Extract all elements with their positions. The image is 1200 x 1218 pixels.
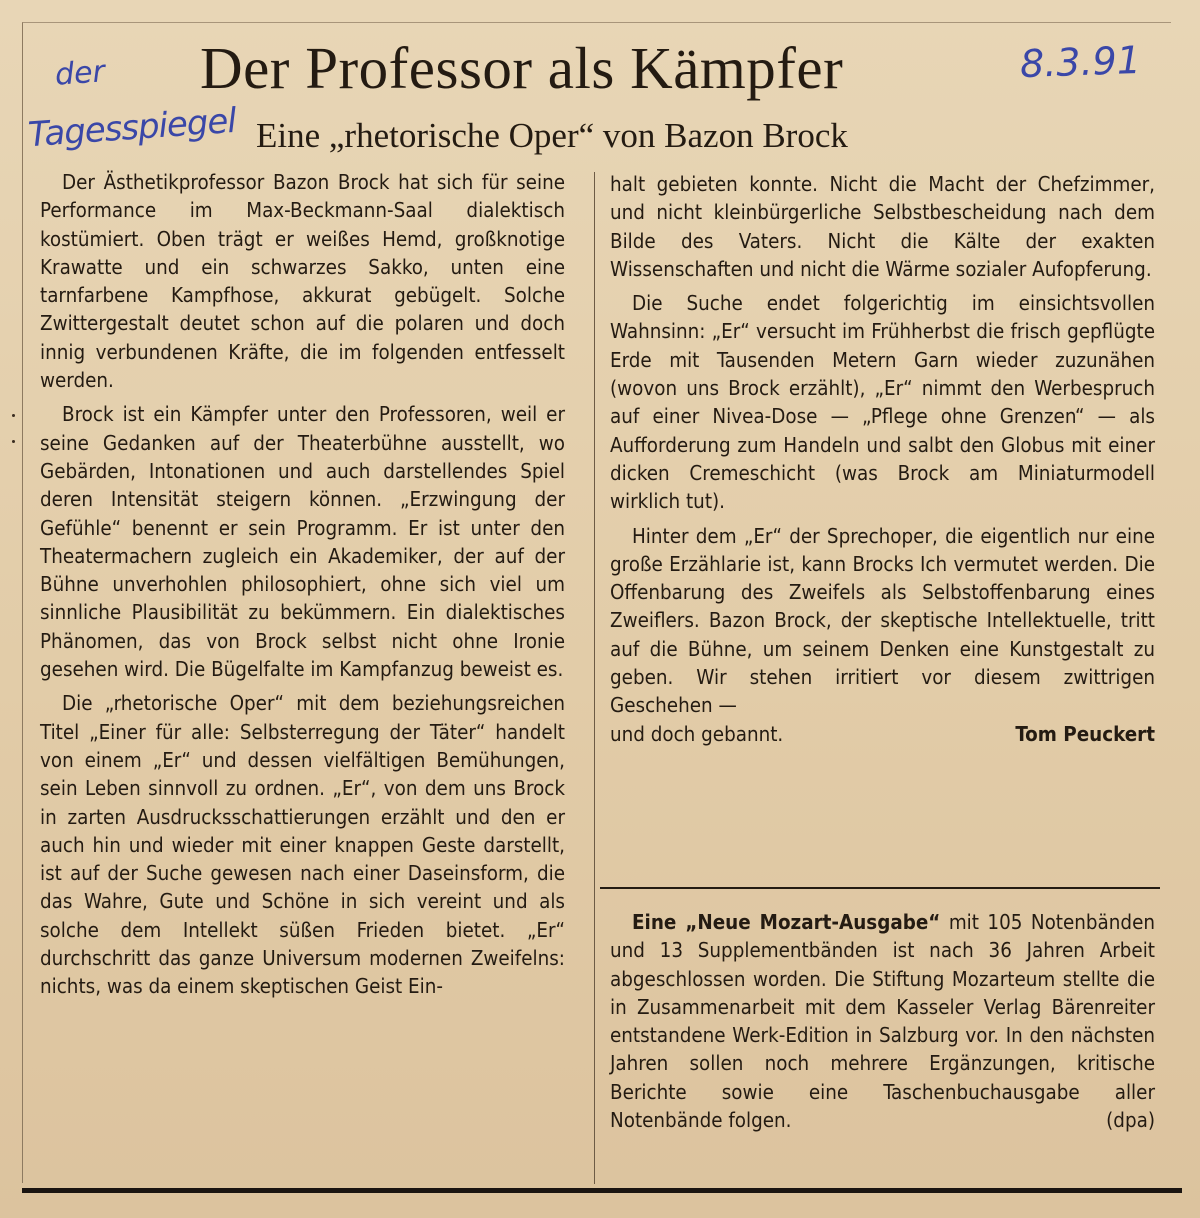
scan-speck <box>12 414 15 417</box>
article-paragraph: Der Ästhetikprofessor Bazon Brock hat sich für seine Performance im Max-Beckmann-Saal dialektisch kostümiert. Oben trägt er weißes Hemd, großknotige Krawatte und ein schwarzes Sakko, unten eine tarnfarbene Kampfhose, akkurat gebügelt. Solche Zwittergestalt deutet schon auf die polaren und doch innig verbundenen Kräfte, die im folgenden entfesselt werden. <box>40 170 565 393</box>
article-closing-text: und doch gebannt. <box>610 721 784 746</box>
news-brief-lead: Eine „Neue Mozart-Ausgabe“ <box>632 910 941 934</box>
article-column-right <box>610 170 1155 748</box>
article-paragraph: Brock ist ein Kämpfer unter den Professoren, weil er seine Gedanken auf der Theaterbühne ausstellt, wo Gebärden, Intonationen und auch darstellendes Spiel deren Intensität steigern können. „Erzwingung der Gefühle“ benennt er sein Programm. Er ist unter den Theatermachern zugleich ein Akademiker, der auf der Bühne unverhohlen philosophiert, ohne sich viel um sinnliche Plausibilität zu bekümmern. Ein dialektisches Phänomen, das von Brock selbst nicht ohne Ironie gesehen wird. Die Bügelfalte im Kampfanzug beweist es. <box>40 402 565 682</box>
column-divider <box>594 172 595 1184</box>
article-headline: Der Professor als Kämpfer <box>200 35 844 101</box>
handwritten-source-line2: Tagesspiegel <box>26 100 238 156</box>
article-column-left <box>40 168 565 1007</box>
handwritten-date: 8.3.91 <box>1019 37 1142 87</box>
news-brief-body: mit 105 Notenbänden und 13 Supplementbänden ist nach 36 Jahren Arbeit abgeschlossen worden. Die Stiftung Mozarteum stellte die in Zusammenarbeit mit dem Kasseler Verlag Bärenreiter entstandene Werk-Edition in Salzburg vor. In den nächsten Jahren sollen noch mehrere Ergänzungen, kritische Berichte sowie eine Taschenbuchausgabe aller Notenbände folgen. <box>610 910 1155 1133</box>
news-brief <box>610 908 1155 1134</box>
article-author: Tom Peuckert <box>1015 721 1155 746</box>
article-paragraph: halt gebieten konnte. Nicht die Macht der Chefzimmer, und nicht kleinbürgerliche Selbstbescheidung nach dem Bilde des Vaters. Nicht die Kälte der exakten Wissenschaften und nicht die Wärme sozialer Aufopferung. <box>610 172 1155 281</box>
news-brief-credit: (dpa) <box>1106 1108 1155 1133</box>
handwritten-source-line1: der <box>53 54 107 93</box>
section-divider <box>600 887 1160 889</box>
article-paragraph: Die „rhetorische Oper“ mit dem beziehungsreichen Titel „Einer für alle: Selbsterregung der Täter“ handelt von einem „Er“ und dessen vielfältigen Bemühungen, sein Leben sinnvoll zu ordnen. „Er“, von dem uns Brock in zarten Ausdrucksschattierungen erzählt und den er auch hin und wieder mit einer knappen Geste darstellt, ist auf der Suche gewesen nach einer Daseinsform, die das Wahre, Gute und Schöne in sich vereint und als solche dem Intellekt süßen Frieden bietet. „Er“ durchschritt das ganze Universum modernen Zweifelns: nichts, was da einem skeptischen Geist Ein- <box>40 691 565 999</box>
article-paragraph: Die Suche endet folgerichtig im einsichtsvollen Wahnsinn: „Er“ versucht im Frühherbst die frisch gepflügte Erde mit Tausenden Metern Garn wieder zuzunähen (wovon uns Brock erzählt), „Er“ nimmt den Werbespruch auf einer Nivea-Dose — „Pflege ohne Grenzen“ — als Aufforderung zum Handeln und salbt den Globus mit einer dicken Cremeschicht (was Brock am Miniaturmodell wirklich tut). <box>610 291 1155 514</box>
article-subheadline: Eine „rhetorische Oper“ von Bazon Brock <box>256 116 848 155</box>
clipping-bottom-rule <box>22 1188 1182 1193</box>
closing-line <box>610 720 1155 748</box>
scan-speck <box>12 440 15 443</box>
article-paragraph: Hinter dem „Er“ der Sprechoper, die eigentlich nur eine große Erzählarie ist, kann Brocks Ich vermutet werden. Die Offenbarung des Zweifels als Selbstoffenbarung eines Zweiflers. Bazon Brock, der skeptische Intellektuelle, tritt auf die Bühne, um seinem Denken eine Kunstgestalt zu geben. Wir stehen irritiert vor diesem zwittrigen Geschehen — <box>610 523 1155 718</box>
